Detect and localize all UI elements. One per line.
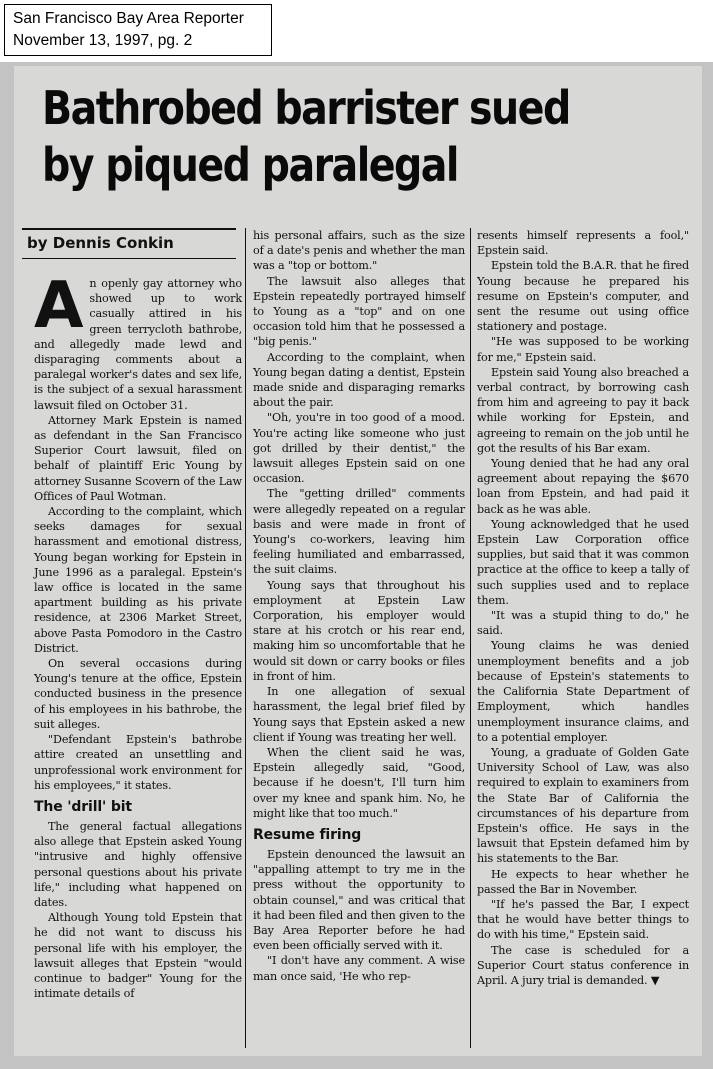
column-divider-1 (245, 228, 246, 1048)
source-label (4, 4, 272, 56)
article-paragraph: The case is scheduled for a Superior Court status conference in April. A jury trial is demanded. ▼ (477, 943, 689, 987)
headline-line-2: by piqued paralegal (42, 138, 458, 192)
publication-name: San Francisco Bay Area Reporter (13, 10, 244, 27)
article-paragraph: Attorney Mark Epstein is named as defendant in the San Francisco Superior Court lawsuit, filed on behalf of plaintiff Eric Young by attorney Susanne Scovern of the Law Offices of Paul Wotman. (34, 413, 242, 503)
article-paragraph (34, 269, 242, 413)
article-paragraph: "It was a stupid thing to do," he said. (477, 609, 689, 638)
headline-line-1: Bathrobed barrister sued (42, 81, 570, 135)
article-paragraph: He expects to hear whether he passed the Bar in November. (477, 867, 689, 896)
article-paragraph: When the client said he was, Epstein allegedly said, "Good, because if he doesn't, I'll turn him over my knee and spank him. No, he might like that too much." (253, 745, 465, 820)
article-paragraph: Epstein denounced the lawsuit an "appalling attempt to try me in the press without the opportunity to obtain counsel," and was critical that it had been filed and then given to the Bay Area Reporter before he had even been officially served with it. (253, 847, 465, 953)
article-paragraph: "Oh, you're in too good of a mood. You're acting like someone who just got drilled by their dentist," the lawsuit alleges Epstein said on one occasion. (253, 411, 465, 486)
column-divider-2 (470, 228, 471, 1048)
newspaper-clipping (0, 62, 713, 1069)
byline-rule (22, 228, 236, 230)
byline: by Dennis Conkin (27, 234, 174, 252)
section-subhead: The 'drill' bit (34, 798, 132, 815)
article-column-1 (34, 269, 242, 1001)
article-paragraph: resents himself represents a fool," Epstein said. (477, 229, 689, 258)
newsprint-page (14, 66, 702, 1056)
article-paragraph: Young claims he was denied unemployment benefits and a job because of Epstein's statements to the California State Department of Employment, which handles unemployment insurance claims, and to a potential employer. (477, 639, 689, 744)
lead-text: n openly gay attorney who showed up to work casually attired in his green terrycloth bathrobe, and allegedly made lewd and disparaging comments about a paralegal worker's dates and sex life, is the subject of a sexual harassment lawsuit filed on October 31. (34, 277, 242, 412)
article-paragraph: In one allegation of sexual harassment, the legal brief filed by Young says that Epstein asked a new client if Young was treating her well. (253, 685, 465, 744)
article-paragraph: According to the complaint, which seeks damages for sexual harassment and emotional distress, Young began working for Epstein in June 1996 as a paralegal. Epstein's law office is located in the same apartment building as his private residence, at 2306 Market Street, above Pasta Pomodoro in the Castro District. (34, 505, 242, 655)
article-paragraph: According to the complaint, when Young began dating a dentist, Epstein made snide and disparaging remarks about the pair. (253, 350, 465, 410)
headline (42, 80, 592, 194)
article-paragraph: Although Young told Epstein that he did not want to discuss his personal life with his employer, the lawsuit alleges that Epstein "would continue to badger" Young for the intimate details of (34, 911, 242, 1001)
article-paragraph: "I don't have any comment. A wise man once said, 'He who rep- (253, 954, 465, 983)
section-subhead: Resume firing (253, 826, 362, 843)
article-paragraph: "If he's passed the Bar, I expect that he would have better things to do with his time," Epstein said. (477, 897, 689, 942)
article-paragraph: Young acknowledged that he used Epstein Law Corporation office supplies, but said that it was common practice at the office to keep a tally of such supplies used and to replace them. (477, 517, 689, 607)
article-paragraph: his personal affairs, such as the size of a date's penis and whether the man was a "top or bottom." (253, 229, 465, 273)
article-paragraph: The general factual allegations also allege that Epstein asked Young "intrusive and highly offensive personal questions about his private life," including what happened on dates. (34, 819, 242, 909)
article-paragraph: The "getting drilled" comments were allegedly repeated on a regular basis and were made in front of Young's co-workers, leaving him feeling humiliated and embarrassed, the suit claims. (253, 487, 465, 577)
publication-date: November 13, 1997, pg. 2 (13, 32, 193, 49)
article-paragraph: Epstein told the B.A.R. that he fired Young because he prepared his resume on Epstein's computer, and sent the resume out using office stationery and postage. (477, 259, 689, 334)
article-column-2 (253, 228, 465, 984)
article-paragraph: On several occasions during Young's tenure at the office, Epstein conducted business in the presence of his employees in his bathrobe, the suit alleges. (34, 657, 242, 731)
article-paragraph: Young denied that he had any oral agreement about repaying the $670 loan from Epstein, and had paid it back as he was able. (477, 457, 689, 516)
article-paragraph: Young, a graduate of Golden Gate University School of Law, was also required to explain to examiners from the State Bar of California the circumstances of his departure from Epstein's office. He says in the lawsuit that Epstein defamed him by his statements to the Bar. (477, 745, 689, 866)
article-paragraph: "He was supposed to be working for me," Epstein said. (477, 335, 689, 364)
byline-underline (22, 258, 236, 259)
drop-cap: A (34, 269, 84, 343)
article-paragraph: Epstein said Young also breached a verbal contract, by borrowing cash from him and agreeing to pay it back while working for Epstein, and agreeing to remain on the job until he got the results of his Bar exam. (477, 365, 689, 455)
article-column-3 (477, 228, 689, 988)
article-paragraph: Young says that throughout his employment at Epstein Law Corporation, his employer would stare at his crotch or his rear end, making him so uncomfortable that he would sit down or carry books or files in front of him. (253, 578, 465, 683)
article-paragraph: The lawsuit also alleges that Epstein repeatedly portrayed himself to Young as a "top" and on one occasion told him that he possessed a "big penis." (253, 274, 465, 349)
article-paragraph: "Defendant Epstein's bathrobe attire created an unsettling and unprofessional work environment for his employees," it states. (34, 733, 242, 792)
